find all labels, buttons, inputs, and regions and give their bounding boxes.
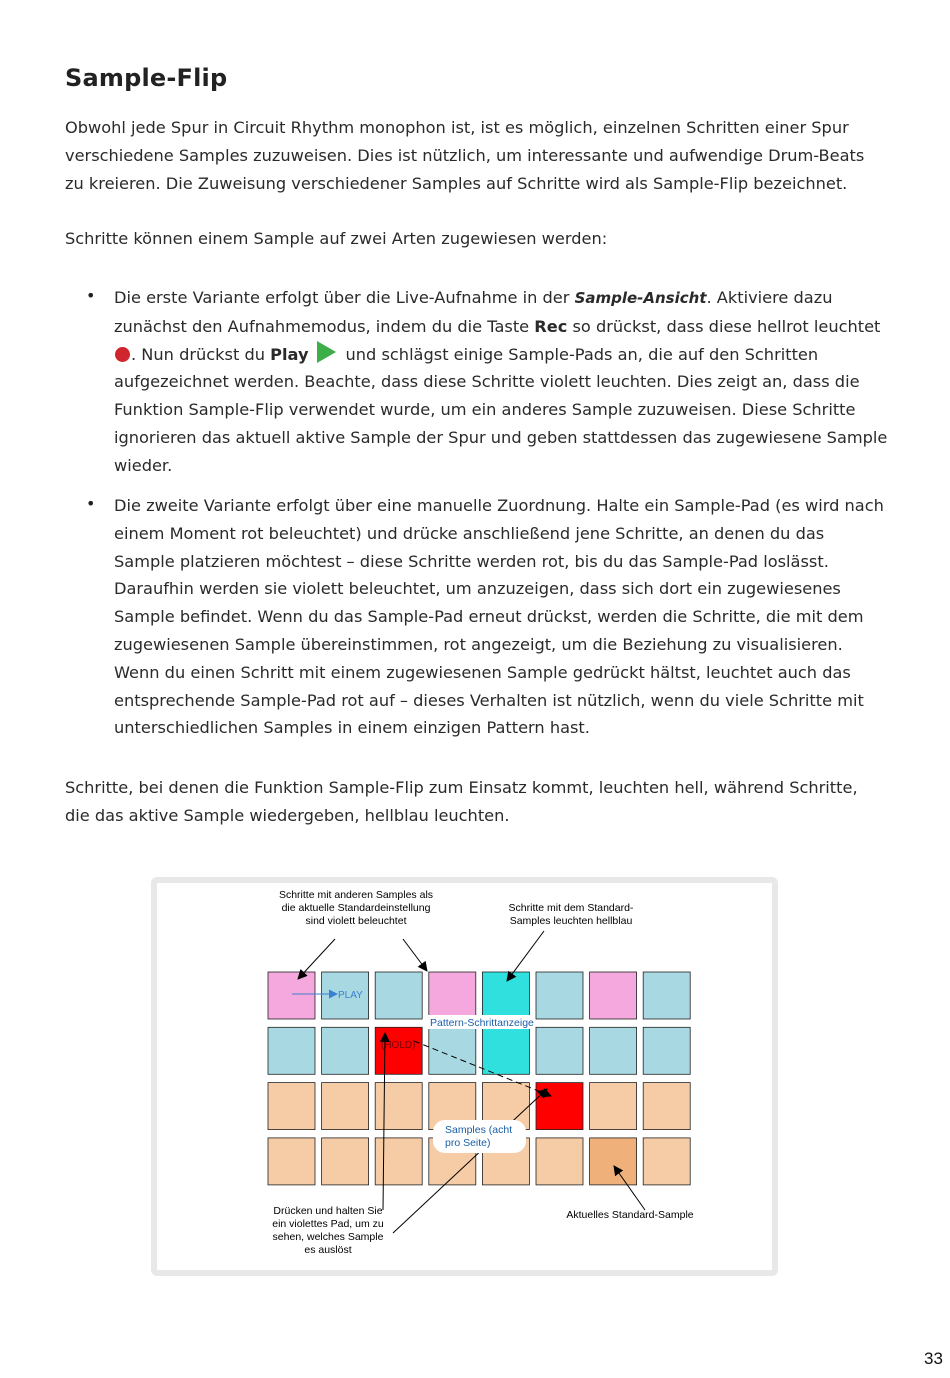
pad-grid-figure bbox=[151, 877, 778, 1276]
pad-pink bbox=[590, 972, 637, 1019]
pad-lightblue bbox=[429, 1027, 476, 1074]
closing-paragraph: Schritte, bei denen die Funktion Sample-Flip zum Einsatz kommt, leuchten hell, während Schritte, die das aktive Sample wiedergeben, hellblau leuchten. bbox=[65, 778, 858, 825]
pad-lightblue bbox=[322, 1027, 369, 1074]
pad-peach bbox=[322, 1138, 369, 1185]
hold-label: (HOLD) bbox=[381, 1040, 416, 1051]
press-label-line: sehen, welches Sample bbox=[272, 1231, 384, 1243]
pad-peach bbox=[322, 1083, 369, 1130]
play-icon bbox=[317, 341, 336, 363]
pad-peach bbox=[643, 1083, 690, 1130]
violet-label-line: sind violett beleuchtet bbox=[305, 915, 407, 927]
press-label-line: es auslöst bbox=[304, 1244, 352, 1256]
press-label-line: ein violettes Pad, um zu bbox=[272, 1218, 384, 1230]
pad-pink bbox=[429, 972, 476, 1019]
samples-label-line: Samples (acht bbox=[445, 1124, 513, 1136]
pad-peach bbox=[536, 1138, 583, 1185]
sample-view-term: Sample-Ansicht bbox=[574, 289, 707, 307]
pad-red bbox=[536, 1083, 583, 1130]
pad-lightblue bbox=[590, 1027, 637, 1074]
ways-paragraph: Schritte können einem Sample auf zwei Arten zugewiesen werden: bbox=[65, 229, 608, 248]
pad-lightblue bbox=[643, 1027, 690, 1074]
rec-light-icon bbox=[115, 347, 130, 362]
bullet-item-live-recording: Die erste Variante erfolgt über die Live-Aufnahme in der Sample-Ansicht. Aktiviere dazu zunächst den Aufnahmemodus, indem du die Taste Rec so drückst, dass diese hellrot leuchtet . Nun drückst du Play und schlägst einige Sample-Pads an, die auf den Schritten aufgezeichnet werden. Beachte, dass diese Schritte violett leuchten. Dies zeigt an, dass die Funktion Sample-Flip verwendet wurde, um ein anderes Sample zuzuweisen. Diese Schritte ignorieren das aktuell aktive Sample der Spur und geben stattdessen das zugewiesene Sample wieder. bbox=[114, 288, 888, 475]
press-label-line: Drücken und halten Sie bbox=[273, 1205, 383, 1217]
page-title: Sample-Flip bbox=[65, 64, 228, 92]
pad-lightblue bbox=[643, 972, 690, 1019]
samples-label-line: pro Seite) bbox=[445, 1137, 491, 1149]
pad-peach bbox=[375, 1138, 422, 1185]
current-sample-label: Aktuelles Standard-Sample bbox=[566, 1209, 694, 1221]
bullet-marker: • bbox=[86, 494, 96, 513]
intro-paragraph: Obwohl jede Spur in Circuit Rhythm monophon ist, ist es möglich, einzelnen Schritten einer Spur verschiedene Samples zuzuweisen. Dies ist nützlich, um interessante und aufwendige Drum-Beats zu kreieren. Die Zuweisung verschiedener Samples auf Schritte wird als Sample-Flip bezeichnet. bbox=[65, 118, 865, 193]
pad-orange bbox=[590, 1138, 637, 1185]
violet-arrow bbox=[403, 939, 427, 971]
pad-peach bbox=[268, 1138, 315, 1185]
pad-cyan bbox=[482, 1027, 529, 1074]
pad-lightblue bbox=[536, 972, 583, 1019]
pad-grid-diagram bbox=[157, 883, 772, 1270]
pad-peach bbox=[643, 1138, 690, 1185]
violet-label-line: die aktuelle Standardeinstellung bbox=[281, 902, 431, 914]
play-term: Play bbox=[270, 344, 309, 364]
pad-peach bbox=[375, 1083, 422, 1130]
play-label: PLAY bbox=[338, 990, 363, 1001]
violet-label-line: Schritte mit anderen Samples als bbox=[278, 889, 434, 901]
page-number: 33 bbox=[924, 1349, 943, 1368]
pad-lightblue bbox=[268, 1027, 315, 1074]
pattern-step-label: Pattern-Schrittanzeige bbox=[430, 1017, 534, 1029]
pad-cyan bbox=[482, 972, 529, 1019]
blue-label-line: Samples leuchten hellblau bbox=[509, 915, 633, 927]
pad-peach bbox=[590, 1083, 637, 1130]
rec-term: Rec bbox=[534, 316, 568, 336]
pad-peach bbox=[268, 1083, 315, 1130]
pad-lightblue bbox=[536, 1027, 583, 1074]
blue-label-line: Schritte mit dem Standard- bbox=[508, 902, 634, 914]
pad-lightblue bbox=[375, 972, 422, 1019]
bullet-item-manual-assignment: Die zweite Variante erfolgt über eine manuelle Zuordnung. Halte ein Sample-Pad (es wird nach einem Moment rot beleuchtet) und drücke anschließend jene Schritte, an denen du das Sample platzieren möchtest – diese Schritte werden rot, bis du das Sample-Pad loslässt. Daraufhin werden sie violett beleuchtet, um anzuzeigen, dass sich dort ein zugewiesenes Sample befindet. Wenn du das Sample-Pad erneut drückst, werden die Schritte, die mit dem zugewiesenen Sample übereinstimmen, rot angezeigt, um die Beziehung zu visualisieren. Wenn du einen Schritt mit einem zugewiesenen Sample gedrückt hältst, leuchtet auch das entsprechende Sample-Pad rot auf – dieses Verhalten ist nützlich, wenn du viele Schritte mit unterschiedlichen Samples in einem einzigen Pattern hast. bbox=[114, 496, 884, 738]
bullet-marker: • bbox=[86, 286, 96, 305]
pad-pink bbox=[268, 972, 315, 1019]
